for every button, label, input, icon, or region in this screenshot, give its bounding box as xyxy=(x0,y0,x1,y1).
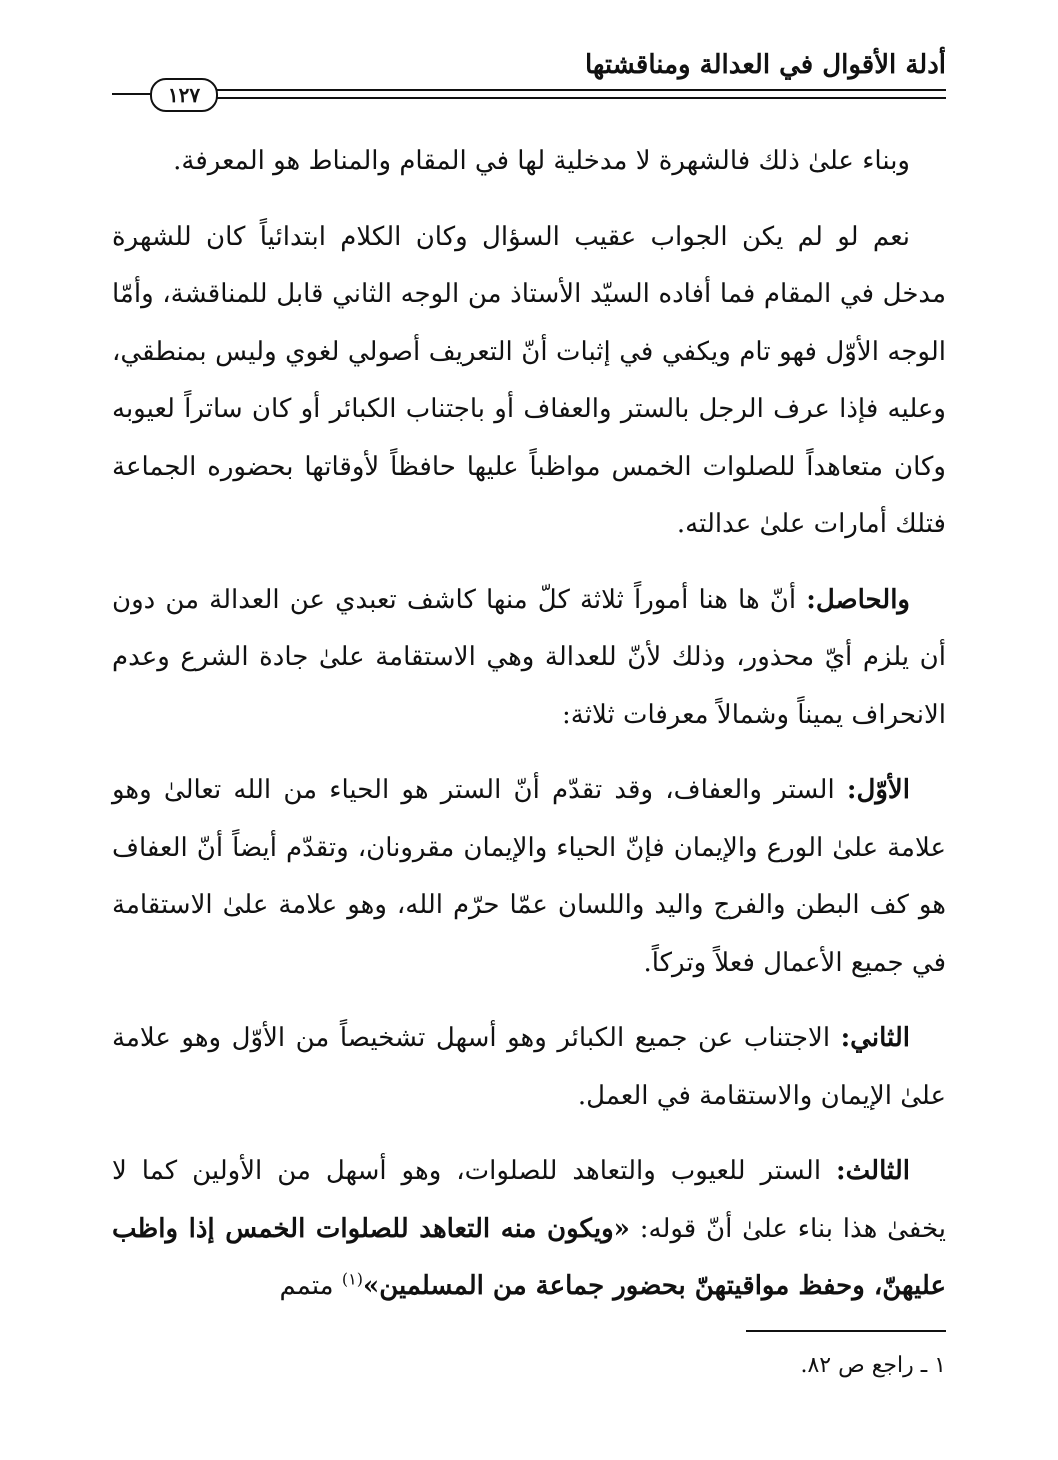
paragraph-5 xyxy=(112,1010,946,1125)
paragraph-6-text: الستر للعيوب والتعاهد للصلوات، وهو أسهل من الأولين كما لا يخفىٰ هذا بناء علىٰ أنّ قوله: xyxy=(112,1156,946,1244)
running-title: أدلة الأقوال في العدالة ومناقشتها xyxy=(584,50,946,80)
paragraph-6-lead: الثالث: xyxy=(836,1156,910,1186)
paragraph-2: نعم لو لم يكن الجواب عقيب السؤال وكان الكلام ابتدائياً كان للشهرة مدخل في المقام فما أفاده السيّد الأستاذ من الوجه الثاني قابل للمناقشة، وأمّا الوجه الأوّل فهو تام ويكفي في إثبات أنّ التعريف أصولي لغوي وليس بمنطقي، وعليه فإذا عرف الرجل بالستر والعفاف أو باجتناب الكبائر أو كان ساتراً لعيوبه وكان متعاهداً للصلوات الخمس مواظباً عليها حافظاً لأوقاتها بحضوره الجماعة فتلك أمارات علىٰ عدالته. xyxy=(112,221,946,539)
footnote: ١ ـ راجع ص ٨٢. xyxy=(800,1353,946,1378)
paragraph-1: وبناء علىٰ ذلك فالشهرة لا مدخلية لها في المقام والمناط هو المعرفة. xyxy=(173,146,910,176)
paragraph-6-tail: متمم xyxy=(279,1271,342,1301)
header-rule xyxy=(207,89,946,91)
paragraph-4-text: الستر والعفاف، وقد تقدّم أنّ الستر هو الحياء من الله تعالىٰ وهو علامة علىٰ الورع والإيمان فإنّ الحياء والإيمان مقرونان، وتقدّم أيضاً أنّ العفاف هو كف البطن والفرج واليد واللسان عمّا حرّم الله، وهو علامة علىٰ الاستقامة في جميع الأعمال فعلاً وتركاً. xyxy=(112,775,946,978)
running-header xyxy=(112,40,946,126)
paragraph-3 xyxy=(112,572,946,745)
paragraph-4 xyxy=(112,762,946,992)
paragraph-3-lead: والحاصل: xyxy=(806,584,910,615)
hadith-quote: «ويكون منه التعاهد للصلوات الخمس إذا واظب عليهنّ، وحفظ مواقيتهنّ بحضور جماعة من المسلمين» xyxy=(112,1213,946,1301)
page-number: ١٢٧ xyxy=(150,78,218,112)
paragraph-5-lead: الثاني: xyxy=(840,1023,910,1053)
paragraph-6 xyxy=(112,1143,946,1316)
footnote-reference: (١) xyxy=(341,1269,363,1289)
paragraph-5-text: الاجتناب عن جميع الكبائر وهو أسهل تشخيصاً من الأوّل وهو علامة علىٰ الإيمان والاستقامة في العمل. xyxy=(112,1023,946,1111)
paragraph-4-lead: الأوّل: xyxy=(846,775,910,805)
body-text xyxy=(112,133,946,1334)
paragraph-3-text: أنّ ها هنا أموراً ثلاثة كلّ منها كاشف تعبدي عن العدالة من دون أن يلزم أيّ محذور، وذلك لأنّ للعدالة وهي الاستقامة علىٰ جادة الشرع وعدم الانحراف يميناً وشمالاً معرفات ثلاثة: xyxy=(112,584,946,730)
header-rule-stub xyxy=(112,93,152,95)
footnote-rule xyxy=(746,1330,946,1332)
header-rule-double xyxy=(207,97,946,99)
